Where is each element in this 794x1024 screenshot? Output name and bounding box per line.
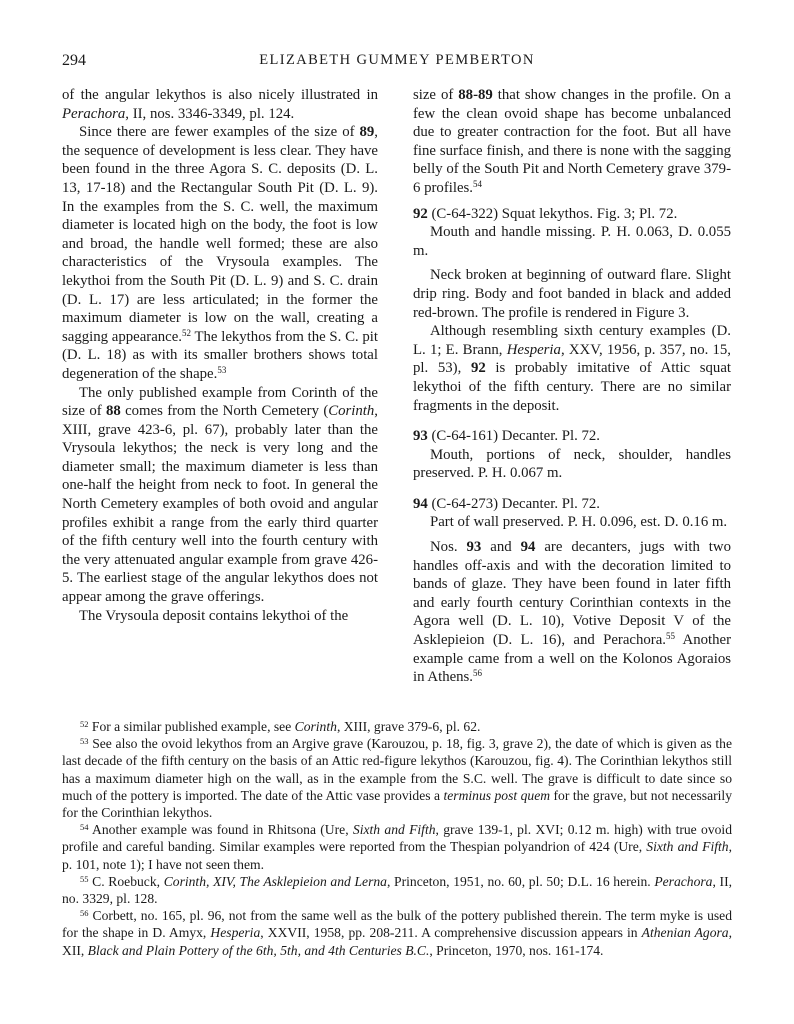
running-title: ELIZABETH GUMMEY PEMBERTON xyxy=(259,52,535,68)
paragraph: The Vrysoula deposit contains lekythoi of the xyxy=(79,607,349,624)
paragraph: size of 88-89 that show changes in the profile. On a few the clean ovoid shape has become unbalanced due to greater contraction for the foot. But all have fine surface finish, and there is none with the sagging belly of the South Pit and North Cemetery grave 379-6 profiles.$^{54}$ xyxy=(413,87,731,196)
right-column xyxy=(413,86,731,687)
footnote-ref[interactable]: 54 xyxy=(473,178,482,189)
paragraph: Although resembling sixth century examples (D. L. 1; E. Brann, Hesperia, XXV, 1956, p. 357, no. 15, pl. 53), 92 is probably imitative of Attic squat lekythoi of the fifth century. There are no similar fragments in the deposit. xyxy=(413,323,731,414)
running-header xyxy=(62,52,732,76)
footnote-ref[interactable]: 53 xyxy=(217,364,227,375)
page-number: 294 xyxy=(62,52,86,69)
footnote-52: $^{52}$ For a similar published example, see Corinth, XIII, grave 379-6, pl. 62. xyxy=(80,719,481,734)
footnote-53: $^{53}$ See also the ovoid lekythos from an Argive grave (Karouzou, p. 18, fig. 3, grave 2), the date of which is given as the last decade of the fifth century on the basis of an Attic red-figure lekythos (Karouzou, fig. 4). The Corinthian lekythos still has a maximum diameter high on the wall, as in the example from the S.C. well. The grave is difficult to date since so much of the pottery is imported. The date of the Attic vase provides a terminus post quem for the grave, but not necessarily for the Corinthian lekythos. xyxy=(62,736,732,821)
paragraph: of the angular lekythos is also nicely illustrated in Perachora, II, nos. 3346-3349, pl. 124. xyxy=(62,87,378,122)
footnote-54: $^{54}$ Another example was found in Rhitsona (Ure, Sixth and Fifth, grave 139-1, pl. XVI; 0.12 m. high) with true ovoid profile and careful banding. Similar examples were reported from the Thespian polyandrion of 424 (Ure, Sixth and Fifth, p. 101, note 1); I have not seen them. xyxy=(62,822,732,872)
left-column xyxy=(62,86,378,625)
paragraph: Neck broken at beginning of outward flare. Slight drip ring. Body and foot banded in black and added red-brown. The profile is rendered in Figure 3. xyxy=(413,267,731,321)
paragraph: Nos. 93 and 94 are decanters, jugs with two handles off-axis and with the decoration limited to bands of glaze. They have been found in later fifth and early fourth century Corinthian contexts in the Agora well (D. L. 10), Votive Deposit V of the Asklepieion (D. L. 16), and Perachora.$^{55}$ Another example came from a well on the Kolonos Agoraios in Athens.$^{56}$ xyxy=(413,539,732,686)
paragraph: Mouth, portions of neck, shoulder, handles preserved. P. H. 0.067 m. xyxy=(413,446,731,482)
paragraph: Since there are fewer examples of the size of 89, the sequence of development is less clear. They have been found in the three Agora S. C. deposits (D. L. 13, 17-18) and the Rectangular South Pit (D. L. 9). In the examples from the S. C. well, the maximum diameter is located high on the body, the foot is low and broad, the handle well formed; these are also characteristics of the Vrysoula examples. The lekythoi from the South Pit (D. L. 9) and S. C. drain (D. L. 17) are less articulated; in the former the maximum diameter is low on the wall, creating a sagging appearance.$^{52}$ The lekythos from the S. C. pit (D. L. 18) as with its smaller brothers shows total degeneration of the shape.$^{53}$ xyxy=(62,124,378,382)
footnote-ref[interactable]: 56 xyxy=(473,668,483,679)
catalogue-entry-94: 94 (C-64-273) Decanter. Pl. 72. xyxy=(413,495,600,512)
footnote-55: $^{55}$ C. Roebuck, Corinth, XIV, The Asklepieion and Lerna, Princeton, 1951, no. 60, pl. 50; D.L. 16 herein. Perachora, II, no. 3329, pl. 128. xyxy=(62,873,733,907)
paragraph: Mouth and handle missing. P. H. 0.063, D. 0.055 m. xyxy=(413,224,731,259)
catalogue-entry-92: 92 (C-64-322) Squat lekythos. Fig. 3; Pl. 72. xyxy=(413,205,678,222)
footnotes xyxy=(62,718,732,959)
footnote-56: $^{56}$ Corbett, no. 165, pl. 96, not from the same well as the bulk of the pottery published therein. The term myke is used for the shape in D. Amyx, Hesperia, XXVII, 1958, pp. 208-211. A comprehensive discussion appears in Athenian Agora, XII, Black and Plain Pottery of the 6th, 5th, and 4th Centuries B.C., Princeton, 1970, nos. 161-174. xyxy=(62,908,732,958)
footnote-ref[interactable]: 55 xyxy=(665,631,675,642)
paragraph: Part of wall preserved. P. H. 0.096, est. D. 0.16 m. xyxy=(430,514,728,531)
paragraph: The only published example from Corinth of the size of 88 comes from the North Cemetery (Corinth, XIII, grave 423-6, pl. 67), probably later than the Vrysoula lekythos; the neck is very long and the diameter small; the maximum diameter is less than one-half the height from neck to foot. In general the North Cemetery examples of both ovoid and angular profiles exhibit a range from the early third quarter of the fifth century well into the fourth century with the very attenuated angular example from grave 426-5. The earliest stage of the angular lekythos does not appear among the grave offerings. xyxy=(62,384,378,606)
footnote-ref[interactable]: 52 xyxy=(182,327,191,338)
catalogue-entry-93: 93 (C-64-161) Decanter. Pl. 72. xyxy=(413,428,600,445)
